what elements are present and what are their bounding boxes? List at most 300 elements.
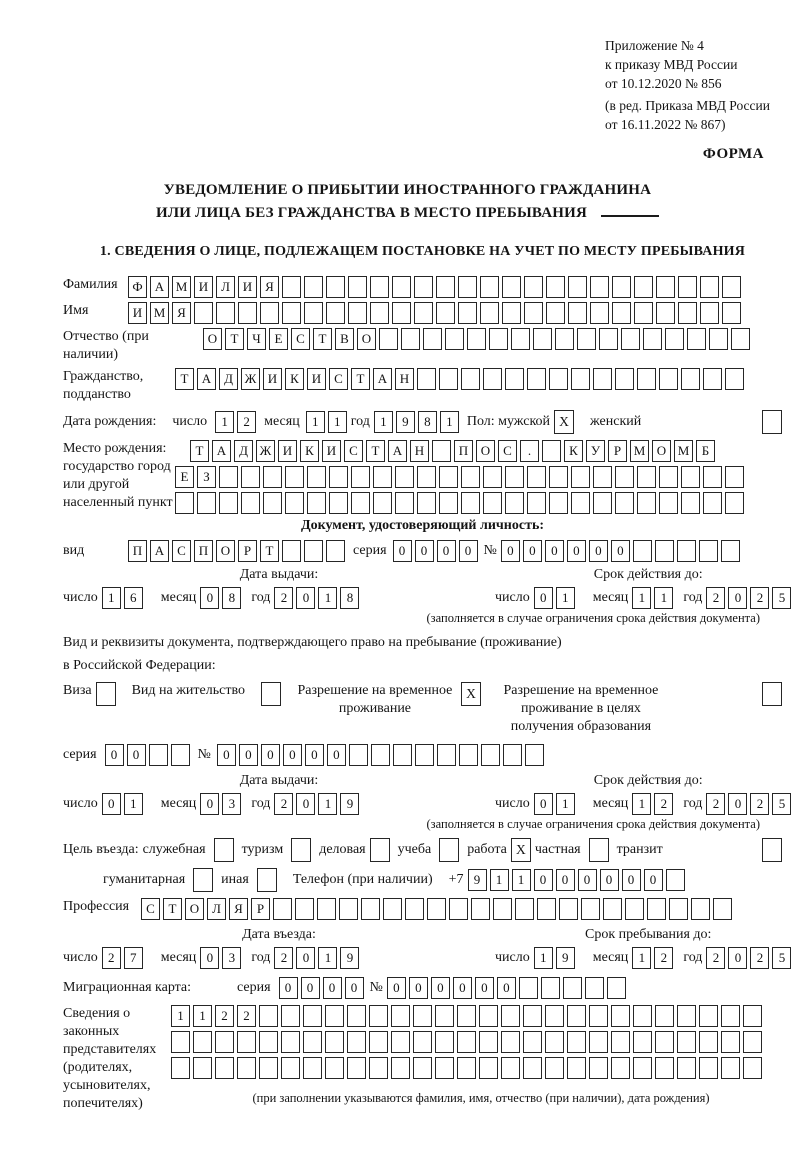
- doc-valid-month-boxes[interactable]: [632, 587, 673, 609]
- char-cell[interactable]: [437, 744, 456, 766]
- char-cell[interactable]: [219, 492, 238, 514]
- char-cell[interactable]: [501, 1005, 520, 1027]
- citizenship-boxes[interactable]: [175, 368, 744, 390]
- char-cell[interactable]: Е: [175, 466, 194, 488]
- char-cell[interactable]: [523, 1005, 542, 1027]
- doc-valid-year-boxes[interactable]: [706, 587, 791, 609]
- char-cell[interactable]: [436, 302, 455, 324]
- char-cell[interactable]: 0: [217, 744, 236, 766]
- char-cell[interactable]: [281, 1031, 300, 1053]
- char-cell[interactable]: [263, 492, 282, 514]
- permit-valid-year-boxes[interactable]: [706, 793, 791, 815]
- char-cell[interactable]: [505, 492, 524, 514]
- char-cell[interactable]: К: [285, 368, 304, 390]
- char-cell[interactable]: Е: [269, 328, 288, 350]
- char-cell[interactable]: [699, 1057, 718, 1079]
- char-cell[interactable]: [303, 1031, 322, 1053]
- char-cell[interactable]: 0: [327, 744, 346, 766]
- char-cell[interactable]: [479, 1057, 498, 1079]
- char-cell[interactable]: [546, 302, 565, 324]
- char-cell[interactable]: [643, 328, 662, 350]
- birth-year-boxes[interactable]: [374, 411, 459, 433]
- char-cell[interactable]: [471, 898, 490, 920]
- representatives-row3-boxes[interactable]: [171, 1057, 791, 1079]
- char-cell[interactable]: 8: [340, 587, 359, 609]
- char-cell[interactable]: С: [344, 440, 363, 462]
- char-cell[interactable]: 0: [345, 977, 364, 999]
- char-cell[interactable]: 0: [200, 793, 219, 815]
- char-cell[interactable]: [625, 898, 644, 920]
- stay-month-boxes[interactable]: [632, 947, 673, 969]
- char-cell[interactable]: [703, 466, 722, 488]
- char-cell[interactable]: [681, 492, 700, 514]
- char-cell[interactable]: [391, 1057, 410, 1079]
- char-cell[interactable]: [413, 1057, 432, 1079]
- char-cell[interactable]: О: [476, 440, 495, 462]
- char-cell[interactable]: [489, 328, 508, 350]
- permit-issue-day-boxes[interactable]: [102, 793, 143, 815]
- char-cell[interactable]: [515, 898, 534, 920]
- char-cell[interactable]: 2: [654, 793, 673, 815]
- birthplace-row1-boxes[interactable]: [190, 440, 744, 462]
- char-cell[interactable]: [669, 898, 688, 920]
- char-cell[interactable]: [479, 1031, 498, 1053]
- char-cell[interactable]: [703, 492, 722, 514]
- char-cell[interactable]: [175, 492, 194, 514]
- char-cell[interactable]: [449, 898, 468, 920]
- char-cell[interactable]: [339, 898, 358, 920]
- char-cell[interactable]: [567, 1031, 586, 1053]
- char-cell[interactable]: [417, 368, 436, 390]
- char-cell[interactable]: [725, 492, 744, 514]
- char-cell[interactable]: [373, 466, 392, 488]
- representatives-row1-boxes[interactable]: [171, 1005, 791, 1027]
- char-cell[interactable]: [281, 1057, 300, 1079]
- permit-number-boxes[interactable]: [217, 744, 544, 766]
- char-cell[interactable]: А: [373, 368, 392, 390]
- char-cell[interactable]: З: [197, 466, 216, 488]
- given-name-boxes[interactable]: [128, 302, 741, 324]
- char-cell[interactable]: [659, 368, 678, 390]
- char-cell[interactable]: 0: [545, 540, 564, 562]
- char-cell[interactable]: [237, 1031, 256, 1053]
- char-cell[interactable]: 1: [440, 411, 459, 433]
- char-cell[interactable]: [436, 276, 455, 298]
- char-cell[interactable]: Н: [410, 440, 429, 462]
- char-cell[interactable]: 2: [274, 587, 293, 609]
- char-cell[interactable]: [395, 466, 414, 488]
- char-cell[interactable]: 9: [340, 947, 359, 969]
- char-cell[interactable]: [637, 492, 656, 514]
- char-cell[interactable]: 0: [296, 947, 315, 969]
- char-cell[interactable]: 0: [105, 744, 124, 766]
- char-cell[interactable]: 2: [706, 587, 725, 609]
- char-cell[interactable]: [656, 276, 675, 298]
- char-cell[interactable]: Т: [225, 328, 244, 350]
- char-cell[interactable]: [427, 898, 446, 920]
- char-cell[interactable]: 8: [418, 411, 437, 433]
- doc-valid-day-boxes[interactable]: [534, 587, 575, 609]
- char-cell[interactable]: [325, 1057, 344, 1079]
- sex-male-checkbox[interactable]: [554, 410, 574, 434]
- char-cell[interactable]: [295, 898, 314, 920]
- char-cell[interactable]: [721, 1031, 740, 1053]
- char-cell[interactable]: О: [185, 898, 204, 920]
- char-cell[interactable]: [392, 302, 411, 324]
- char-cell[interactable]: Т: [313, 328, 332, 350]
- char-cell[interactable]: Я: [260, 276, 279, 298]
- char-cell[interactable]: 9: [556, 947, 575, 969]
- char-cell[interactable]: [361, 898, 380, 920]
- char-cell[interactable]: [193, 1031, 212, 1053]
- char-cell[interactable]: [691, 898, 710, 920]
- char-cell[interactable]: 0: [534, 869, 553, 891]
- char-cell[interactable]: Ч: [247, 328, 266, 350]
- temp-residence-edu-checkbox[interactable]: [762, 682, 782, 706]
- char-cell[interactable]: [589, 1005, 608, 1027]
- char-cell[interactable]: [549, 368, 568, 390]
- char-cell[interactable]: [435, 1057, 454, 1079]
- char-cell[interactable]: 2: [654, 947, 673, 969]
- char-cell[interactable]: [461, 492, 480, 514]
- char-cell[interactable]: [214, 838, 234, 862]
- char-cell[interactable]: .: [520, 440, 539, 462]
- char-cell[interactable]: [525, 744, 544, 766]
- char-cell[interactable]: К: [300, 440, 319, 462]
- char-cell[interactable]: И: [278, 440, 297, 462]
- char-cell[interactable]: [479, 1005, 498, 1027]
- char-cell[interactable]: [762, 838, 782, 862]
- char-cell[interactable]: 0: [453, 977, 472, 999]
- char-cell[interactable]: [681, 466, 700, 488]
- char-cell[interactable]: 1: [193, 1005, 212, 1027]
- char-cell[interactable]: И: [238, 276, 257, 298]
- char-cell[interactable]: [571, 368, 590, 390]
- char-cell[interactable]: [699, 1005, 718, 1027]
- char-cell[interactable]: 0: [296, 793, 315, 815]
- char-cell[interactable]: 0: [644, 869, 663, 891]
- char-cell[interactable]: [261, 682, 281, 706]
- char-cell[interactable]: [371, 744, 390, 766]
- char-cell[interactable]: 1: [534, 947, 553, 969]
- char-cell[interactable]: Р: [238, 540, 257, 562]
- char-cell[interactable]: 3: [222, 793, 241, 815]
- char-cell[interactable]: [615, 492, 634, 514]
- char-cell[interactable]: 0: [501, 540, 520, 562]
- char-cell[interactable]: 1: [490, 869, 509, 891]
- char-cell[interactable]: [493, 898, 512, 920]
- char-cell[interactable]: 1: [318, 947, 337, 969]
- char-cell[interactable]: 2: [215, 1005, 234, 1027]
- char-cell[interactable]: [722, 276, 741, 298]
- char-cell[interactable]: [615, 466, 634, 488]
- char-cell[interactable]: 2: [706, 793, 725, 815]
- char-cell[interactable]: К: [564, 440, 583, 462]
- char-cell[interactable]: 0: [200, 947, 219, 969]
- char-cell[interactable]: [414, 302, 433, 324]
- char-cell[interactable]: 0: [393, 540, 412, 562]
- char-cell[interactable]: [567, 1057, 586, 1079]
- doc-series-boxes[interactable]: [393, 540, 478, 562]
- char-cell[interactable]: [171, 744, 190, 766]
- char-cell[interactable]: [725, 466, 744, 488]
- char-cell[interactable]: [687, 328, 706, 350]
- char-cell[interactable]: [546, 276, 565, 298]
- char-cell[interactable]: [665, 328, 684, 350]
- char-cell[interactable]: [612, 302, 631, 324]
- char-cell[interactable]: [282, 302, 301, 324]
- purpose-transit-checkbox[interactable]: [762, 838, 782, 862]
- char-cell[interactable]: [458, 276, 477, 298]
- char-cell[interactable]: 1: [374, 411, 393, 433]
- patronymic-boxes[interactable]: [203, 328, 750, 350]
- char-cell[interactable]: [238, 302, 257, 324]
- char-cell[interactable]: [483, 492, 502, 514]
- char-cell[interactable]: 0: [459, 540, 478, 562]
- char-cell[interactable]: Т: [351, 368, 370, 390]
- char-cell[interactable]: [655, 1031, 674, 1053]
- char-cell[interactable]: [369, 1031, 388, 1053]
- char-cell[interactable]: X: [461, 682, 481, 706]
- char-cell[interactable]: [549, 466, 568, 488]
- char-cell[interactable]: [481, 744, 500, 766]
- char-cell[interactable]: 9: [340, 793, 359, 815]
- char-cell[interactable]: Я: [172, 302, 191, 324]
- doc-issue-day-boxes[interactable]: [102, 587, 143, 609]
- doc-issue-year-boxes[interactable]: [274, 587, 359, 609]
- char-cell[interactable]: А: [388, 440, 407, 462]
- entry-month-boxes[interactable]: [200, 947, 241, 969]
- char-cell[interactable]: [502, 302, 521, 324]
- char-cell[interactable]: 9: [468, 869, 487, 891]
- char-cell[interactable]: 0: [523, 540, 542, 562]
- char-cell[interactable]: [659, 466, 678, 488]
- char-cell[interactable]: [483, 466, 502, 488]
- char-cell[interactable]: [571, 466, 590, 488]
- char-cell[interactable]: [589, 1057, 608, 1079]
- char-cell[interactable]: 0: [556, 869, 575, 891]
- char-cell[interactable]: [541, 977, 560, 999]
- char-cell[interactable]: [457, 1005, 476, 1027]
- char-cell[interactable]: 1: [124, 793, 143, 815]
- permit-issue-year-boxes[interactable]: [274, 793, 359, 815]
- char-cell[interactable]: 0: [534, 587, 553, 609]
- char-cell[interactable]: [392, 276, 411, 298]
- purpose-work-checkbox[interactable]: [511, 838, 531, 862]
- char-cell[interactable]: [480, 302, 499, 324]
- char-cell[interactable]: [527, 492, 546, 514]
- char-cell[interactable]: 0: [475, 977, 494, 999]
- purpose-official-checkbox[interactable]: [214, 838, 234, 862]
- char-cell[interactable]: [373, 492, 392, 514]
- char-cell[interactable]: [432, 440, 451, 462]
- char-cell[interactable]: М: [630, 440, 649, 462]
- char-cell[interactable]: А: [212, 440, 231, 462]
- char-cell[interactable]: [681, 368, 700, 390]
- char-cell[interactable]: [524, 276, 543, 298]
- char-cell[interactable]: 1: [512, 869, 531, 891]
- char-cell[interactable]: Н: [395, 368, 414, 390]
- char-cell[interactable]: И: [194, 276, 213, 298]
- purpose-private-checkbox[interactable]: [589, 838, 609, 862]
- char-cell[interactable]: X: [511, 838, 531, 862]
- char-cell[interactable]: Т: [190, 440, 209, 462]
- char-cell[interactable]: С: [172, 540, 191, 562]
- char-cell[interactable]: [633, 540, 652, 562]
- char-cell[interactable]: Б: [696, 440, 715, 462]
- visa-checkbox[interactable]: [96, 682, 116, 706]
- char-cell[interactable]: [637, 466, 656, 488]
- char-cell[interactable]: [260, 302, 279, 324]
- birthplace-row3-boxes[interactable]: [175, 492, 744, 514]
- char-cell[interactable]: [193, 1057, 212, 1079]
- char-cell[interactable]: [285, 466, 304, 488]
- char-cell[interactable]: 1: [328, 411, 347, 433]
- stay-day-boxes[interactable]: [534, 947, 575, 969]
- char-cell[interactable]: [743, 1031, 762, 1053]
- char-cell[interactable]: [96, 682, 116, 706]
- char-cell[interactable]: [655, 1005, 674, 1027]
- char-cell[interactable]: [405, 898, 424, 920]
- char-cell[interactable]: 2: [750, 587, 769, 609]
- char-cell[interactable]: 5: [772, 793, 791, 815]
- char-cell[interactable]: 5: [772, 587, 791, 609]
- purpose-business-checkbox[interactable]: [370, 838, 390, 862]
- char-cell[interactable]: С: [329, 368, 348, 390]
- char-cell[interactable]: 0: [323, 977, 342, 999]
- char-cell[interactable]: Я: [229, 898, 248, 920]
- char-cell[interactable]: [326, 540, 345, 562]
- char-cell[interactable]: 2: [237, 411, 256, 433]
- char-cell[interactable]: [762, 682, 782, 706]
- char-cell[interactable]: М: [172, 276, 191, 298]
- char-cell[interactable]: 0: [728, 793, 747, 815]
- sex-female-checkbox[interactable]: [762, 410, 782, 434]
- char-cell[interactable]: [370, 276, 389, 298]
- char-cell[interactable]: [633, 1005, 652, 1027]
- char-cell[interactable]: [611, 1005, 630, 1027]
- char-cell[interactable]: [545, 1005, 564, 1027]
- char-cell[interactable]: [439, 838, 459, 862]
- char-cell[interactable]: С: [141, 898, 160, 920]
- char-cell[interactable]: А: [197, 368, 216, 390]
- char-cell[interactable]: [621, 328, 640, 350]
- profession-boxes[interactable]: [141, 898, 732, 920]
- char-cell[interactable]: [634, 302, 653, 324]
- char-cell[interactable]: [216, 302, 235, 324]
- birth-month-boxes[interactable]: [306, 411, 347, 433]
- char-cell[interactable]: 0: [301, 977, 320, 999]
- char-cell[interactable]: 2: [750, 793, 769, 815]
- char-cell[interactable]: [435, 1005, 454, 1027]
- char-cell[interactable]: [351, 466, 370, 488]
- char-cell[interactable]: [241, 466, 260, 488]
- char-cell[interactable]: 1: [556, 793, 575, 815]
- char-cell[interactable]: [439, 466, 458, 488]
- char-cell[interactable]: [523, 1057, 542, 1079]
- char-cell[interactable]: [659, 492, 678, 514]
- doc-number-boxes[interactable]: [501, 540, 740, 562]
- char-cell[interactable]: 1: [102, 587, 121, 609]
- purpose-other-checkbox[interactable]: [257, 868, 277, 892]
- char-cell[interactable]: Т: [366, 440, 385, 462]
- birthplace-row2-boxes[interactable]: [175, 466, 744, 488]
- char-cell[interactable]: 0: [497, 977, 516, 999]
- char-cell[interactable]: [503, 744, 522, 766]
- char-cell[interactable]: [439, 492, 458, 514]
- char-cell[interactable]: 9: [396, 411, 415, 433]
- char-cell[interactable]: [348, 276, 367, 298]
- birth-day-boxes[interactable]: [215, 411, 256, 433]
- char-cell[interactable]: 2: [750, 947, 769, 969]
- char-cell[interactable]: А: [150, 540, 169, 562]
- char-cell[interactable]: [721, 1005, 740, 1027]
- char-cell[interactable]: [633, 1031, 652, 1053]
- char-cell[interactable]: [281, 1005, 300, 1027]
- char-cell[interactable]: Л: [207, 898, 226, 920]
- char-cell[interactable]: [501, 1057, 520, 1079]
- char-cell[interactable]: О: [357, 328, 376, 350]
- char-cell[interactable]: 7: [124, 947, 143, 969]
- char-cell[interactable]: [325, 1005, 344, 1027]
- char-cell[interactable]: [537, 898, 556, 920]
- char-cell[interactable]: 0: [611, 540, 630, 562]
- char-cell[interactable]: [615, 368, 634, 390]
- char-cell[interactable]: [567, 1005, 586, 1027]
- char-cell[interactable]: [637, 368, 656, 390]
- char-cell[interactable]: 2: [274, 947, 293, 969]
- char-cell[interactable]: [677, 1031, 696, 1053]
- char-cell[interactable]: [585, 977, 604, 999]
- char-cell[interactable]: [257, 868, 277, 892]
- char-cell[interactable]: [577, 328, 596, 350]
- char-cell[interactable]: [480, 276, 499, 298]
- char-cell[interactable]: [393, 744, 412, 766]
- char-cell[interactable]: [542, 440, 561, 462]
- char-cell[interactable]: [307, 466, 326, 488]
- char-cell[interactable]: [347, 1057, 366, 1079]
- char-cell[interactable]: [731, 328, 750, 350]
- entry-day-boxes[interactable]: [102, 947, 143, 969]
- char-cell[interactable]: [171, 1031, 190, 1053]
- doc-type-boxes[interactable]: [128, 540, 345, 562]
- char-cell[interactable]: [678, 302, 697, 324]
- char-cell[interactable]: 1: [215, 411, 234, 433]
- char-cell[interactable]: [304, 276, 323, 298]
- char-cell[interactable]: 0: [437, 540, 456, 562]
- char-cell[interactable]: У: [586, 440, 605, 462]
- char-cell[interactable]: [678, 276, 697, 298]
- char-cell[interactable]: [589, 1031, 608, 1053]
- char-cell[interactable]: [413, 1005, 432, 1027]
- char-cell[interactable]: [417, 466, 436, 488]
- char-cell[interactable]: [413, 1031, 432, 1053]
- char-cell[interactable]: [611, 1057, 630, 1079]
- char-cell[interactable]: [414, 276, 433, 298]
- char-cell[interactable]: [304, 540, 323, 562]
- char-cell[interactable]: [559, 898, 578, 920]
- char-cell[interactable]: И: [322, 440, 341, 462]
- char-cell[interactable]: [656, 302, 675, 324]
- char-cell[interactable]: 1: [632, 793, 651, 815]
- char-cell[interactable]: [593, 492, 612, 514]
- char-cell[interactable]: 0: [261, 744, 280, 766]
- char-cell[interactable]: 0: [239, 744, 258, 766]
- char-cell[interactable]: [647, 898, 666, 920]
- char-cell[interactable]: И: [263, 368, 282, 390]
- char-cell[interactable]: [666, 869, 685, 891]
- char-cell[interactable]: Р: [251, 898, 270, 920]
